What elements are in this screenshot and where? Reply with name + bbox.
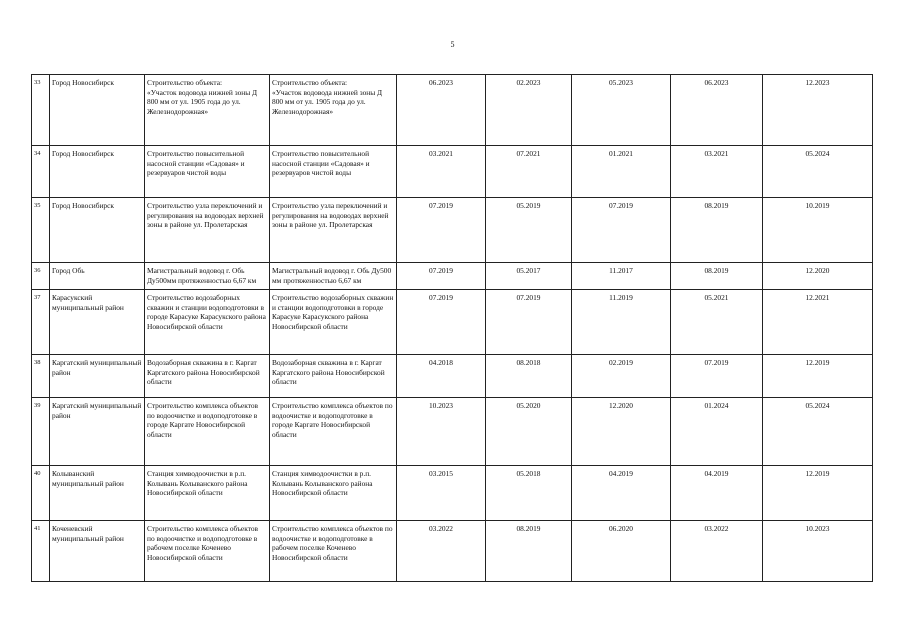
date-cell-4 — [671, 521, 763, 582]
cell-text-object_a: Строительство комплекса объектов по водоочистке и водоподготовке в рабочем поселке Коченево Новосибирской области — [147, 524, 259, 562]
table-row — [32, 355, 873, 398]
object-name-cell — [145, 521, 270, 582]
cell-text-d3: 11.2017 — [609, 266, 633, 275]
row-number — [32, 466, 50, 521]
cell-text-object_a: Строительство объекта: «Участок водовода нижней зоны Д 800 мм от ул. 1905 года до ул. Железнодорожная» — [147, 78, 258, 116]
cell-text-d5: 05.2024 — [805, 149, 830, 158]
objects-table — [31, 74, 873, 582]
date-cell-3 — [572, 290, 671, 355]
cell-text-num: 39 — [34, 402, 41, 409]
cell-text-num: 35 — [34, 202, 41, 209]
cell-text-num: 38 — [34, 359, 41, 366]
table-row — [32, 398, 873, 466]
date-cell-3 — [572, 75, 671, 146]
object-name-duplicate-cell — [270, 398, 397, 466]
cell-text-d2: 08.2018 — [516, 358, 541, 367]
cell-text-d4: 05.2021 — [704, 293, 729, 302]
date-cell-5 — [763, 75, 873, 146]
date-cell-4 — [671, 263, 763, 290]
date-cell-5 — [763, 355, 873, 398]
cell-text-object_b: Строительство объекта: «Участок водовода нижней зоны Д 800 мм от ул. 1905 года до ул. Железнодорожная» — [272, 78, 383, 116]
object-name-duplicate-cell — [270, 263, 397, 290]
table-row — [32, 198, 873, 263]
cell-text-object_b: Строительство комплекса объектов по водоочистке и водоподготовке в рабочем поселке Коченево Новосибирской области — [272, 524, 393, 562]
row-number — [32, 355, 50, 398]
date-cell-2 — [486, 75, 572, 146]
cell-text-object_b: Строительство узла переключений и регулирования на водоводах верхней зоны в районе ул. Пролетарская — [272, 201, 389, 230]
date-cell-2 — [486, 146, 572, 198]
cell-text-d5: 10.2023 — [805, 524, 830, 533]
cell-text-municipality: Город Обь — [52, 266, 85, 275]
object-name-duplicate-cell — [270, 355, 397, 398]
row-number — [32, 75, 50, 146]
date-cell-2 — [486, 198, 572, 263]
municipality-cell — [50, 146, 145, 198]
table-row — [32, 466, 873, 521]
date-cell-3 — [572, 521, 671, 582]
cell-text-d4: 08.2019 — [704, 201, 729, 210]
cell-text-municipality: Город Новосибирск — [52, 201, 114, 210]
cell-text-d4: 03.2022 — [704, 524, 729, 533]
cell-text-d5: 12.2019 — [805, 358, 830, 367]
cell-text-d2: 05.2017 — [516, 266, 541, 275]
cell-text-municipality: Каргатский муниципальный район — [52, 358, 142, 377]
cell-text-d1: 03.2021 — [428, 149, 454, 158]
cell-text-d4: 01.2024 — [704, 401, 729, 410]
cell-text-d1: 07.2019 — [428, 201, 454, 210]
cell-text-d1: 10.2023 — [428, 401, 454, 410]
date-cell-2 — [486, 398, 572, 466]
cell-text-num: 36 — [34, 267, 41, 274]
object-name-cell — [145, 263, 270, 290]
cell-text-d4: 07.2019 — [704, 358, 729, 367]
object-name-duplicate-cell — [270, 198, 397, 263]
cell-text-d2: 07.2019 — [516, 293, 541, 302]
cell-text-d4: 06.2023 — [704, 78, 729, 87]
date-cell-3 — [572, 198, 671, 263]
cell-text-d1: 06.2023 — [428, 78, 454, 87]
municipality-cell — [50, 521, 145, 582]
date-cell-5 — [763, 263, 873, 290]
date-cell-4 — [671, 466, 763, 521]
row-number — [32, 263, 50, 290]
date-cell-1 — [397, 198, 486, 263]
row-number — [32, 198, 50, 263]
cell-text-object_b: Водозаборная скважина в г. Каргат Каргатского района Новосибирской области — [272, 358, 385, 387]
cell-text-object_b: Станция химводоочистки в р.п. Колывань Колыванского района Новосибирской области — [272, 469, 373, 498]
date-cell-1 — [397, 398, 486, 466]
municipality-cell — [50, 398, 145, 466]
date-cell-4 — [671, 355, 763, 398]
row-number — [32, 146, 50, 198]
cell-text-object_a: Строительство повысительной насосной станции «Садовая» и резервуаров чистой воды — [147, 149, 245, 178]
page-number: 5 — [450, 40, 455, 49]
cell-text-object_b: Строительство комплекса объектов по водоочистке и водоподготовке в городе Каргате Новосибирской области — [272, 401, 393, 439]
table-row — [32, 521, 873, 582]
cell-text-d3: 12.2020 — [608, 401, 634, 410]
date-cell-4 — [671, 146, 763, 198]
municipality-cell — [50, 466, 145, 521]
cell-text-d5: 12.2020 — [805, 266, 830, 275]
cell-text-num: 41 — [34, 525, 41, 532]
cell-text-municipality: Колыванский муниципальный район — [52, 469, 124, 488]
row-number — [32, 398, 50, 466]
date-cell-4 — [671, 75, 763, 146]
cell-text-object_b: Магистральный водовод г. Обь Ду500 мм протяженностью 6,67 км — [272, 266, 392, 285]
date-cell-1 — [397, 466, 486, 521]
date-cell-1 — [397, 75, 486, 146]
date-cell-3 — [572, 146, 671, 198]
table-row — [32, 290, 873, 355]
date-cell-2 — [486, 355, 572, 398]
cell-text-object_a: Станция химводоочистки в р.п. Колывань Колыванского района Новосибирской области — [147, 469, 248, 498]
object-name-cell — [145, 146, 270, 198]
cell-text-municipality: Карасукский муниципальный район — [52, 293, 124, 312]
cell-text-object_a: Строительство комплекса объектов по водоочистке и водоподготовке в городе Каргате Новосибирской области — [147, 401, 259, 439]
cell-text-d1: 07.2019 — [428, 293, 454, 302]
cell-text-d3: 02.2019 — [608, 358, 634, 367]
cell-text-d3: 01.2021 — [608, 149, 634, 158]
date-cell-3 — [572, 466, 671, 521]
date-cell-1 — [397, 263, 486, 290]
cell-text-d2: 08.2019 — [516, 524, 541, 533]
cell-text-d3: 06.2020 — [608, 524, 634, 533]
object-name-cell — [145, 290, 270, 355]
cell-text-object_a: Строительство узла переключений и регулирования на водоводах верхней зоны в районе ул. Пролетарская — [147, 201, 264, 230]
row-number — [32, 290, 50, 355]
cell-text-municipality: Город Новосибирск — [52, 78, 114, 87]
cell-text-object_b: Строительство повысительной насосной станции «Садовая» и резервуаров чистой воды — [272, 149, 370, 178]
cell-text-d3: 04.2019 — [608, 469, 634, 478]
date-cell-5 — [763, 290, 873, 355]
cell-text-d2: 05.2020 — [516, 401, 541, 410]
cell-text-municipality: Город Новосибирск — [52, 149, 114, 158]
date-cell-4 — [671, 290, 763, 355]
cell-text-d2: 05.2019 — [516, 201, 541, 210]
cell-text-d5: 12.2021 — [805, 293, 830, 302]
cell-text-d4: 04.2019 — [704, 469, 729, 478]
cell-text-object_b: Строительство водозаборных скважин и станции водоподготовки в городе Карасуке Карасукского района Новосибирской области — [272, 293, 394, 331]
object-name-duplicate-cell — [270, 75, 397, 146]
cell-text-d5: 12.2019 — [805, 469, 830, 478]
date-cell-4 — [671, 398, 763, 466]
date-cell-1 — [397, 290, 486, 355]
object-name-duplicate-cell — [270, 146, 397, 198]
municipality-cell — [50, 75, 145, 146]
cell-text-municipality: Каргатский муниципальный район — [52, 401, 142, 420]
date-cell-2 — [486, 290, 572, 355]
date-cell-2 — [486, 263, 572, 290]
cell-text-num: 33 — [34, 79, 41, 86]
object-name-cell — [145, 466, 270, 521]
cell-text-d2: 07.2021 — [516, 149, 541, 158]
date-cell-3 — [572, 398, 671, 466]
date-cell-4 — [671, 198, 763, 263]
cell-text-object_a: Водозаборная скважина в г. Каргат Каргатского района Новосибирской области — [147, 358, 260, 387]
municipality-cell — [50, 263, 145, 290]
object-name-duplicate-cell — [270, 521, 397, 582]
cell-text-d5: 12.2023 — [805, 78, 830, 87]
date-cell-5 — [763, 398, 873, 466]
date-cell-2 — [486, 466, 572, 521]
cell-text-d3: 05.2023 — [608, 78, 634, 87]
table-row — [32, 75, 873, 146]
cell-text-d1: 03.2022 — [428, 524, 454, 533]
cell-text-d1: 03.2015 — [428, 469, 454, 478]
cell-text-d2: 05.2018 — [516, 469, 541, 478]
cell-text-num: 34 — [34, 150, 41, 157]
cell-text-num: 40 — [34, 470, 41, 477]
date-cell-3 — [572, 355, 671, 398]
table-row — [32, 146, 873, 198]
table-row — [32, 263, 873, 290]
cell-text-municipality: Коченевский муниципальный район — [52, 524, 124, 543]
cell-text-object_a: Магистральный водовод г. Обь Ду500мм протяженностью 6,67 км — [147, 266, 257, 285]
cell-text-d1: 07.2019 — [428, 266, 454, 275]
municipality-cell — [50, 290, 145, 355]
cell-text-object_a: Строительство водозаборных скважин и станции водоподготовки в городе Карасуке Карасукского района Новосибирской области — [147, 293, 266, 331]
object-name-cell — [145, 198, 270, 263]
object-name-cell — [145, 398, 270, 466]
object-name-duplicate-cell — [270, 466, 397, 521]
cell-text-d3: 07.2019 — [608, 201, 634, 210]
date-cell-5 — [763, 146, 873, 198]
object-name-cell — [145, 355, 270, 398]
date-cell-5 — [763, 521, 873, 582]
cell-text-num: 37 — [34, 294, 41, 301]
cell-text-d5: 05.2024 — [805, 401, 830, 410]
cell-text-d3: 11.2019 — [609, 293, 633, 302]
cell-text-d1: 04.2018 — [428, 358, 454, 367]
cell-text-d4: 03.2021 — [704, 149, 729, 158]
municipality-cell — [50, 355, 145, 398]
date-cell-5 — [763, 198, 873, 263]
date-cell-2 — [486, 521, 572, 582]
cell-text-d2: 02.2023 — [516, 78, 541, 87]
object-name-duplicate-cell — [270, 290, 397, 355]
date-cell-1 — [397, 355, 486, 398]
row-number — [32, 521, 50, 582]
date-cell-1 — [397, 521, 486, 582]
object-name-cell — [145, 75, 270, 146]
date-cell-3 — [572, 263, 671, 290]
date-cell-5 — [763, 466, 873, 521]
cell-text-d4: 08.2019 — [704, 266, 729, 275]
date-cell-1 — [397, 146, 486, 198]
cell-text-d5: 10.2019 — [805, 201, 830, 210]
municipality-cell — [50, 198, 145, 263]
